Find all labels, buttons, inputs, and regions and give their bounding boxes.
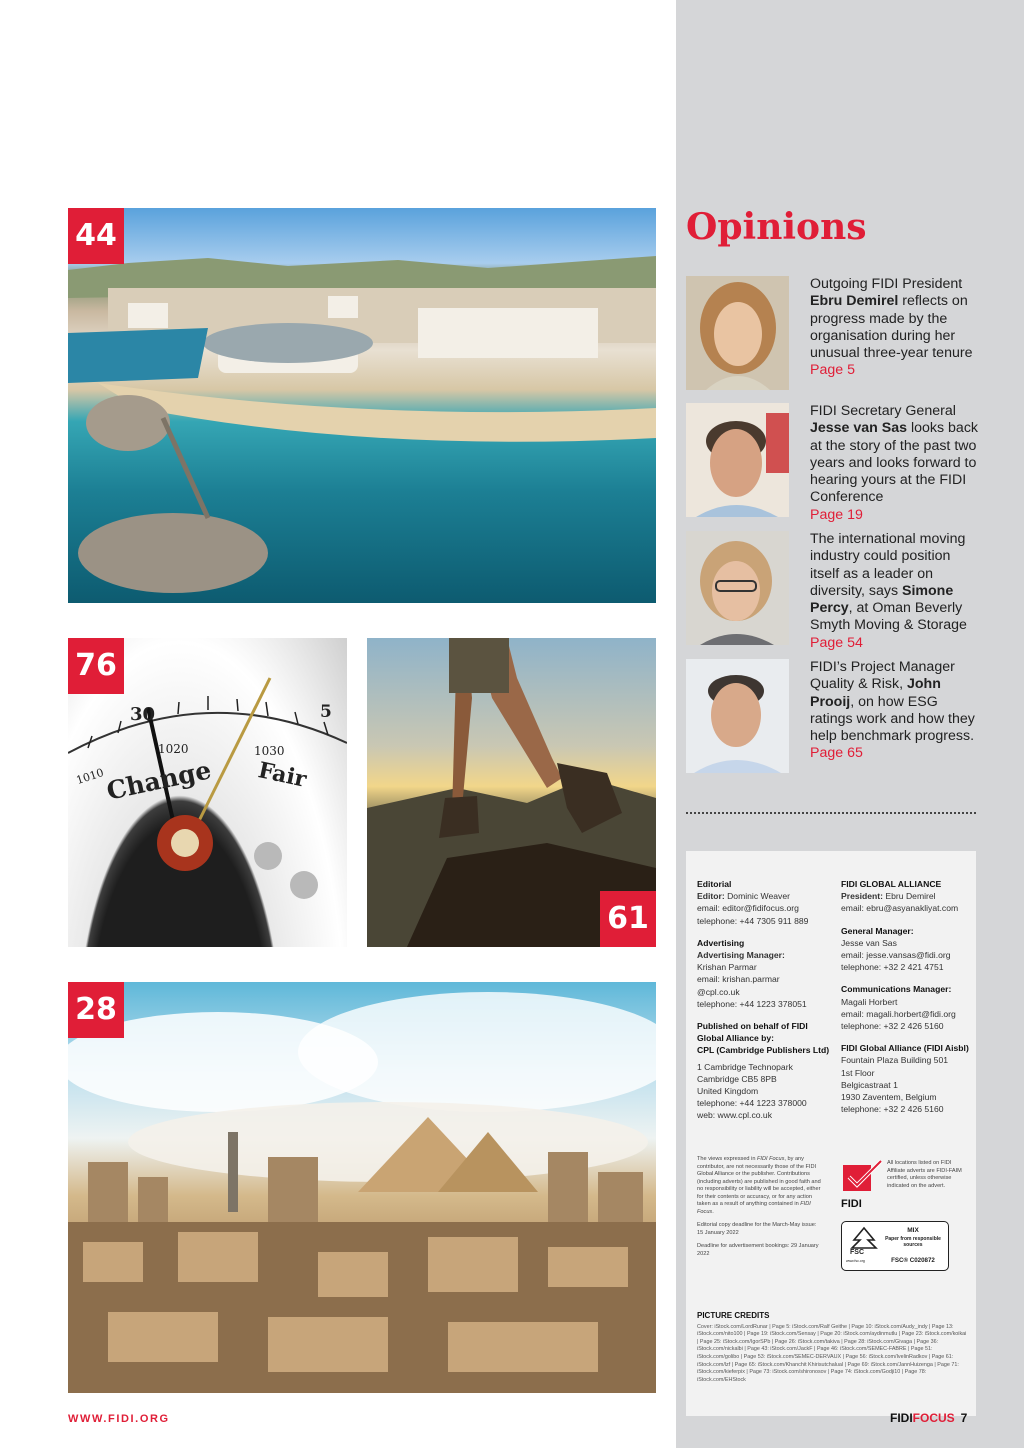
fsc-label	[841, 1221, 949, 1271]
section-divider	[686, 812, 976, 814]
dial-tick-1030: 1030	[254, 744, 285, 758]
credits-heading: PICTURE CREDITS	[697, 1311, 770, 1320]
fsc-url: www.fsc.org	[846, 1259, 865, 1263]
publisher-heading: Published on behalf of FIDI Global Alliance by:	[697, 1021, 808, 1044]
publisher-web[interactable]: web: www.cpl.co.uk	[697, 1110, 772, 1121]
avatar	[686, 659, 789, 773]
page-badge-44: 44	[68, 208, 124, 264]
opinion-author: John Prooij	[810, 676, 941, 710]
alliance-heading: FIDI GLOBAL ALLIANCE	[841, 879, 942, 889]
page-badge-76: 76	[68, 638, 124, 694]
disclaimer: The views expressed in FIDI Focus, by any contributor, are not necessarily those of the FIDI Global Alliance or the publisher. Contributions (including adverts) are published in good faith and no responsibility or liability will be accepted, either for their contents or accuracy, or for any action taken as a result of anything contained in FIDI Focus.	[697, 1156, 821, 1215]
footer-url[interactable]: WWW.FIDI.ORG	[68, 1413, 170, 1425]
dial-tick-30: 30	[130, 704, 156, 725]
gm-email[interactable]: email: jesse.vansas@fidi.org	[841, 950, 951, 961]
barometer-photo	[68, 638, 347, 947]
credits-text: Cover: iStock.com/LordRunar | Page 5: iStock.com/Ralf Geithe | Page 10: iStock.com/Audy_indy | Page 13: iStock.com/nito100 | Page 19: iStock.com/Sensay | Page 20: iStock.com/aydinmutlu | Page 23: iStock.com/koikai | Page 25: iStock.com/IgorSPb | Page 26: iStock.com/takiva | Page 28: iStock.com/Givaga | Page 36: iStock.com/nickalbi | Page 43: iStock.com/JackF | Page 46: iStock.com/SEMEC-FABRE | Page 51: iStock.com/golibo | Page 53: iStock.com/SEMEC-DERVAUX | Page 56: iStock.com/IvelinRadkov | Page 61: iStock.com/lzf | Page 65: iStock.com/Khanchit Khirisutchalual | Page 69: iStock.com/JannHuizenga | Page 71: iStock.com/kieferpix | Page 73: iStock.com/shironosov | Page 74: iStock.com/Godji10 | Page 78: iStock.com/EHStock	[697, 1323, 967, 1383]
opinion-author: Ebru Demirel	[810, 293, 899, 310]
cannes-photo	[68, 208, 656, 603]
fsc-code: FSC® C020872	[891, 1257, 935, 1264]
copy-deadline: Editorial copy deadline for the March-May issue: 15 January 2022	[697, 1222, 817, 1236]
opinion-text: FIDI’s Project Manager Quality & Risk, John Prooij, on how ESG ratings work and how they help benchmark progress. Page 65	[810, 659, 980, 763]
picture-credits	[697, 1312, 967, 1384]
opinions-heading: Opinions	[686, 206, 867, 248]
ad-deadline: Deadline for advertisement bookings: 29 January 2022	[697, 1243, 819, 1257]
fsc-tree-icon	[848, 1226, 880, 1250]
dial-change-label: Change	[104, 755, 214, 806]
brand-fidi: FIDI	[890, 1411, 913, 1425]
brand-focus: FOCUS	[912, 1411, 955, 1425]
opinion-author: Jesse van Sas	[810, 420, 908, 437]
dial-tick-5: 5	[320, 702, 332, 722]
cairo-illustration	[68, 982, 656, 1393]
page-badge-61: 61	[600, 891, 656, 947]
dial-tick-1010: 1010	[74, 765, 106, 788]
disclaimer-block	[697, 1156, 823, 1264]
masthead-right-column: FIDI GLOBAL ALLIANCE President: Ebru Demirel email: ebru@asyanakliyat.com General Manager: Jesse van Sas email: jesse.vansas@fidi.org telephone: +32 2 421 4751 Communications Manager: Magali Horbert email: magali.horbert@fidi.org telephone: +32 2 426 5160 FIDI Global Alliance (FIDI Aisbl) Fountain Plaza Building 501 1st Floor Belgicastraat 1 1930 Zaventem, Belgium telephone: +32 2 426 5160	[841, 878, 976, 1125]
hiker-photo	[367, 638, 656, 947]
advertising-email[interactable]: email: krishan.parmar	[697, 974, 780, 985]
masthead-left-column: Editorial Editor: Dominic Weaver email: editor@fidifocus.org telephone: +44 7305 911 889 Advertising Advertising Manager: Krishan Parmar email: krishan.parmar @cpl.co.uk telephone: +44 1223 378051 Published on behalf of FIDI Global Alliance by: CPL (Cambridge Publishers Ltd) 1 Cambridge Technopark Cambridge CB5 8PB United Kingdom telephone: +44 1223 378000 web: www.cpl.co.uk	[697, 878, 832, 1132]
page-number: 7	[960, 1411, 968, 1425]
editorial-heading: Editorial	[697, 879, 732, 889]
dial-tick-1020: 1020	[158, 742, 189, 756]
footer-brand	[890, 1411, 967, 1425]
opinion-author: Simone Percy	[810, 582, 954, 617]
fsc-paper: Paper from responsible sources	[885, 1236, 941, 1248]
cannes-illustration	[68, 208, 656, 603]
page-badge-28: 28	[68, 982, 124, 1038]
fidi-logo-text: FIDI	[841, 1198, 862, 1210]
advertising-heading: Advertising	[697, 937, 745, 948]
dial-fair-label: Fair	[255, 757, 309, 793]
president-email[interactable]: email: ebru@asyanakliyat.com	[841, 903, 959, 914]
fidi-faim-note: All locations listed on FIDI Affiliate adverts are FIDI-FAIM certified, unless otherwise indicated on the advert.	[887, 1160, 962, 1189]
fidi-check-logo-icon	[841, 1159, 883, 1210]
fsc-mix: MIX	[907, 1227, 919, 1234]
page-link[interactable]: Page 19	[810, 506, 863, 523]
comms-email[interactable]: email: magali.horbert@fidi.org	[841, 1008, 956, 1019]
opinion-text: The international moving industry could position itself as a leader on diversity, says Simone Percy, at Oman Beverly Smyth Moving & Storage Page 54	[810, 531, 980, 652]
editor-email[interactable]: email: editor@fidifocus.org	[697, 903, 799, 914]
avatar	[686, 403, 789, 517]
page-link[interactable]: Page 65	[810, 745, 863, 762]
page-link[interactable]: Page 54	[810, 634, 863, 651]
avatar	[686, 276, 789, 390]
avatar	[686, 531, 789, 645]
cairo-photo	[68, 982, 656, 1393]
fsc-logo-text: FSC	[850, 1249, 864, 1256]
page-link[interactable]: Page 5	[810, 362, 855, 379]
opinion-text: FIDI Secretary General Jesse van Sas looks back at the story of the past two years and looks forward to hearing yours at the FIDI Conference Page 19	[810, 403, 979, 523]
opinion-text: Outgoing FIDI President Ebru Demirel reflects on progress made by the organisation during her unusual three-year tenure Page 5	[810, 276, 980, 380]
